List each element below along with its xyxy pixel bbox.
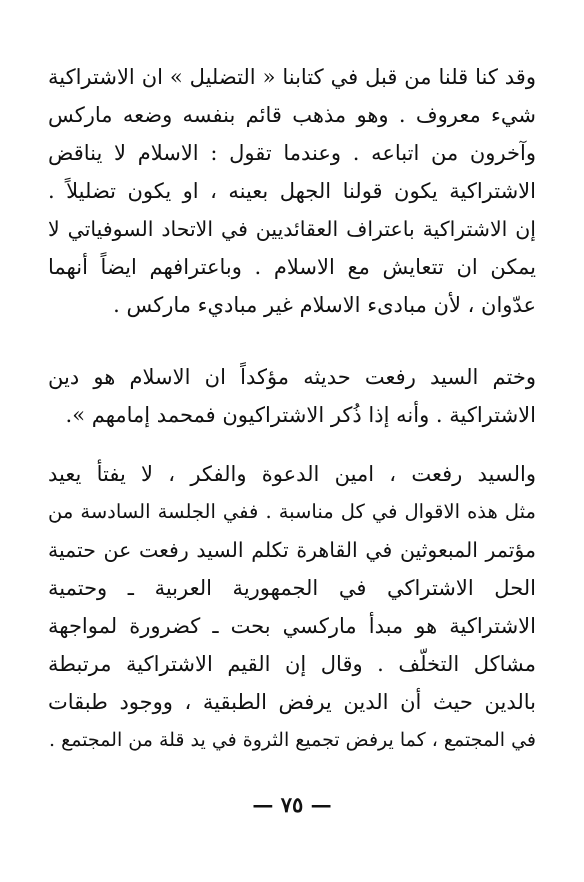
text-line: بالدين حيث أن الدين يرفض الطبقية ، ووجود طبقات — [48, 690, 536, 714]
text-line: وآخرون من اتباعه . وعندما تقول : الاسلام لا يناقض — [48, 141, 536, 165]
text-line: وختم السيد رفعت حديثه مؤكداً ان الاسلام هو دين — [48, 365, 536, 389]
paragraph-1 — [48, 58, 536, 324]
text-line: والسيد رفعت ، امين الدعوة والفكر ، لا يفتأ يعيد — [48, 462, 536, 486]
paragraph-3 — [48, 455, 536, 759]
text-line: شيء معروف . وهو مذهب قائم بنفسه وضعه ماركس — [48, 103, 536, 127]
text-line: الاشتراكية يكون قولنا الجهل بعينه ، او يكون تضليلاً . — [48, 179, 536, 203]
text-line: مشاكل التخلّف . وقال إن القيم الاشتراكية مرتبطة — [48, 652, 536, 676]
text-line: في المجتمع ، كما يرفض تجميع الثروة في يد قلة من المجتمع . — [49, 729, 536, 751]
text-line: الاشتراكية . وأنه إذا ذُكر الاشتراكيون فمحمد إمامهم ». — [65, 403, 536, 427]
text-line: الاشتراكية هو مبدأ ماركسي بحت ـ كضرورة لمواجهة — [48, 614, 536, 638]
page-number: — ٧٥ — — [252, 792, 332, 817]
paragraph-2 — [48, 358, 536, 434]
text-line: مثل هذه الاقوال في كل مناسبة . ففي الجلسة السادسة من — [48, 500, 536, 523]
text-line: إن الاشتراكية باعتراف العقائديين في الاتحاد السوفياتي لا — [48, 217, 536, 241]
text-line: عدّوان ، لأن مبادىء الاسلام غير مباديء ماركس . — [113, 293, 536, 317]
text-line: مؤتمر المبعوثين في القاهرة تكلم السيد رفعت عن حتمية — [48, 538, 536, 562]
text-line: الحل الاشتراكي في الجمهورية العربية ـ وحتمية — [48, 576, 536, 600]
text-line: وقد كنا قلنا من قبل في كتابنا « التضليل » ان الاشتراكية — [48, 65, 536, 89]
text-line: يمكن ان تتعايش مع الاسلام . وباعترافهم ايضاً أنهما — [48, 255, 536, 279]
